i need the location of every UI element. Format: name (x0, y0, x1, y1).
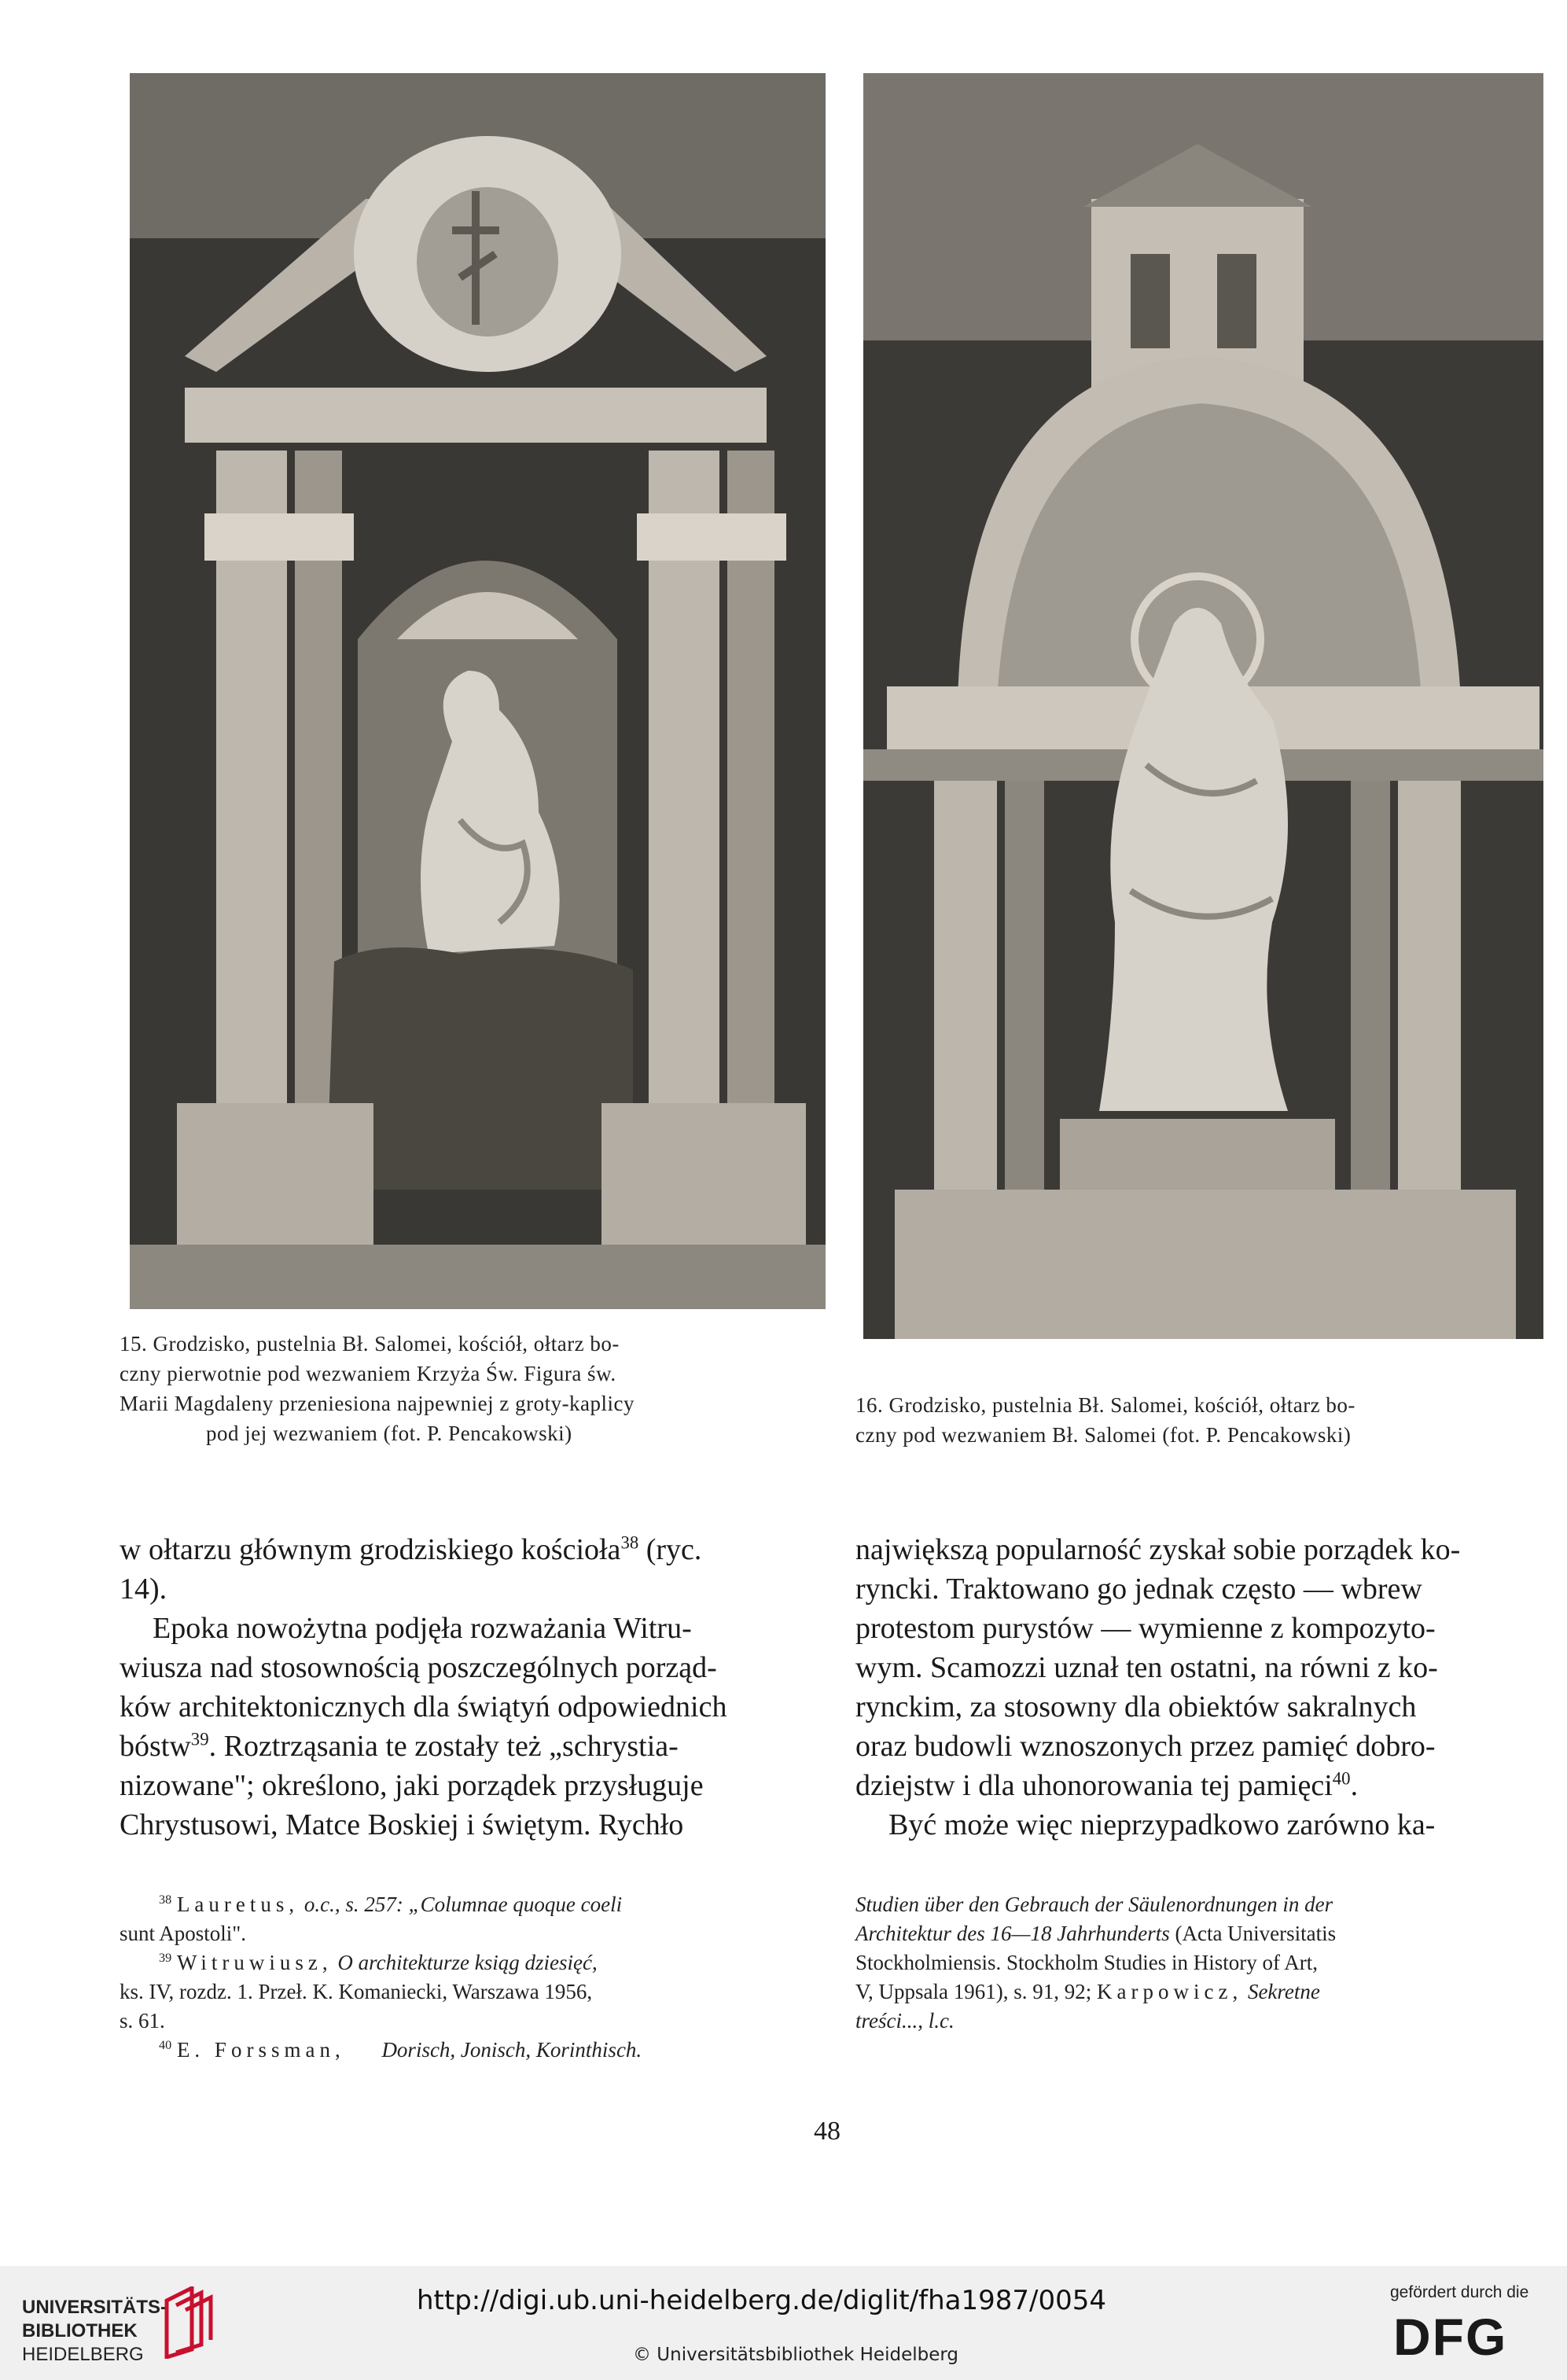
footnote-38-cont: sunt Apostoli". (120, 1922, 247, 1945)
footnote-40 (120, 2036, 819, 2065)
paragraph-line: Chrystusowi, Matce Boskiej i świętym. Rychło (120, 1808, 684, 1841)
paragraph-line: ryncki. Traktowano go jednak często — wbrew (855, 1573, 1422, 1606)
footnote-author: E. Forssman, (176, 2038, 345, 2062)
copyright-notice: © Universitätsbibliothek Heidelberg (633, 2345, 959, 2365)
text-span: bóstw (120, 1730, 191, 1763)
footnote-38 (120, 1890, 819, 1919)
figure-16-photo (863, 73, 1543, 1339)
body-left-column (120, 1530, 819, 1845)
library-logo-mark-icon (157, 2286, 220, 2359)
footnote-39-cont: ks. IV, rozdz. 1. Przeł. K. Komaniecki, Warszawa 1956, (120, 1980, 593, 2003)
footnotes-right (855, 1890, 1547, 2036)
footnote-author: Witruwiusz, (176, 1951, 333, 1974)
figure-15-altar-image (130, 73, 826, 1309)
footnote-text: (Acta Universitatis (1169, 1922, 1337, 1945)
footnote-39 (120, 1948, 819, 1977)
footnote-39-cont: s. 61. (120, 2009, 165, 2032)
figure-16-caption-line: czny pod wezwaniem Bł. Salomei (fot. P. Pencakowski) (855, 1423, 1352, 1447)
footnote-author: Lauretus, (176, 1893, 300, 1916)
footnote-40-cont: Stockholmiensis. Stockholm Studies in History of Art, (855, 1951, 1319, 1974)
footnote-ref-40[interactable]: 40 (1332, 1768, 1351, 1789)
figure-15-caption-line: pod jej wezwaniem (fot. P. Pencakowski) (206, 1422, 572, 1445)
figure-15-photo (130, 73, 826, 1309)
footnote-40-cont (855, 1977, 1547, 2007)
figure-15-caption-line: 15. Grodzisko, pustelnia Bł. Salomei, kościół, ołtarz bo- (120, 1332, 620, 1356)
footnote-number: 39 (159, 1951, 172, 1965)
library-logo-line: BIBLIOTHEK (22, 2320, 138, 2341)
figure-16-caption-line: 16. Grodzisko, pustelnia Bł. Salomei, kościół, ołtarz bo- (855, 1393, 1355, 1417)
footnote-40-cont (855, 1919, 1547, 1948)
body-right-column (855, 1530, 1547, 1845)
text-span: w ołtarzu głównym grodziskiego kościoła (120, 1533, 621, 1566)
paragraph-line: rynckim, za stosowny dla obiektów sakralnych (855, 1690, 1417, 1723)
figure-16-altar-image (863, 73, 1543, 1339)
text-span: . Roztrząsania te zostały też „schrystia- (208, 1730, 679, 1763)
footnote-title: O architekturze ksiąg dziesięć, (332, 1951, 598, 1974)
funder-logo: DFG (1393, 2308, 1508, 2366)
footnote-title: Dorisch, Jonisch, Korinthisch. (381, 2038, 642, 2062)
footnote-number: 38 (159, 1893, 172, 1907)
text-span: . (1350, 1769, 1359, 1802)
paragraph-line: największą popularność zyskał sobie porządek ko- (855, 1533, 1461, 1566)
footnote-text: V, Uppsala 1961), s. 91, 92; (855, 1980, 1097, 2003)
footnote-title: Sekretne (1242, 1980, 1320, 2003)
library-logo-text (22, 2296, 167, 2367)
paragraph-line: nizowane"; określono, jaki porządek przysługuje (120, 1769, 704, 1802)
paragraph-line (120, 1530, 819, 1569)
library-logo-line: HEIDELBERG (22, 2344, 144, 2365)
footnote-author: Karpowicz, (1097, 1980, 1243, 2003)
figure-15-caption (120, 1329, 827, 1448)
footer-bar (0, 2266, 1567, 2380)
paragraph-line: protestom purystów — wymienne z kompozyto- (855, 1612, 1436, 1645)
text-span: dziejstw i dla uhonorowania tej pamięci (855, 1769, 1333, 1802)
paragraph-line (855, 1766, 1547, 1805)
digital-library-link[interactable]: http://digi.ub.uni-heidelberg.de/diglit/fha1987/0054 (417, 2285, 1107, 2316)
footnote-ref-39[interactable]: 39 (190, 1729, 209, 1749)
footnote-40-cont: Studien über den Gebrauch der Säulenordnungen in der (855, 1893, 1333, 1916)
footnote-number: 40 (159, 2038, 172, 2052)
footnote-ref-38[interactable]: 38 (620, 1532, 639, 1553)
figure-15-caption-line: Marii Magdaleny przeniesiona najpewniej z groty-kaplicy (120, 1392, 635, 1415)
figure-15-caption-line: czny pierwotnie pod wezwaniem Krzyża Św. Figura św. (120, 1362, 616, 1385)
paragraph-line: wiusza nad stosownością poszczególnych porząd- (120, 1651, 717, 1684)
text-span: (ryc. (638, 1533, 702, 1566)
page-number: 48 (814, 2117, 841, 2146)
paragraph-line: wym. Scamozzi uznał ten ostatni, na równi z ko- (855, 1651, 1438, 1684)
paragraph-line: oraz budowli wznoszonych przez pamięć dobro- (855, 1730, 1436, 1763)
footnotes-left (120, 1890, 819, 2065)
footnote-text: o.c., s. 257: „Columnae quoque coeli (299, 1893, 623, 1916)
library-logo-line: UNIVERSITÄTS- (22, 2297, 167, 2318)
footnote-40-cont: treści..., l.c. (855, 2009, 955, 2032)
paragraph-line: ków architektonicznych dla świątyń odpowiednich (120, 1690, 727, 1723)
figure-16-caption (855, 1390, 1551, 1450)
paragraph-line: Epoka nowożytna podjęła rozważania Witru- (153, 1612, 692, 1645)
paragraph-line: Być może więc nieprzypadkowo zarówno ka- (888, 1808, 1436, 1841)
footnote-title: Architektur des 16—18 Jahrhunderts (855, 1922, 1170, 1945)
paragraph-line (120, 1727, 819, 1766)
funder-caption: gefördert durch die (1390, 2283, 1529, 2301)
paragraph-line: 14). (120, 1573, 167, 1606)
